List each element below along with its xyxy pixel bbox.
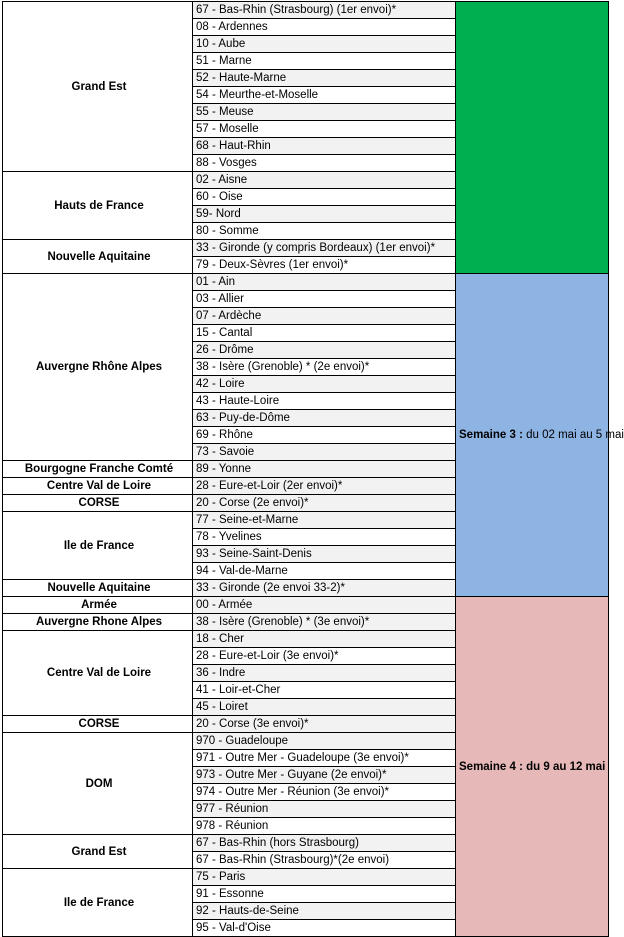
department-cell: 41 - Loir-et-Cher [193,682,456,699]
department-cell: 977 - Réunion [193,801,456,818]
department-cell: 68 - Haut-Rhin [193,138,456,155]
department-cell: 26 - Drôme [193,342,456,359]
department-cell: 69 - Rhône [193,427,456,444]
week-label-bold: Semaine 3 : [459,429,523,441]
region-name: Nouvelle Aquitaine [3,240,193,274]
department-cell: 45 - Loiret [193,699,456,716]
department-cell: 15 - Cantal [193,325,456,342]
department-cell: 91 - Essonne [193,886,456,903]
department-cell: 28 - Eure-et-Loir (3e envoi)* [193,648,456,665]
department-cell: 00 - Armée [193,597,456,614]
department-cell: 07 - Ardèche [193,308,456,325]
department-cell: 20 - Corse (3e envoi)* [193,716,456,733]
department-cell: 38 - Isère (Grenoble) * (3e envoi)* [193,614,456,631]
schedule-body [3,2,624,937]
department-cell: 54 - Meurthe-et-Moselle [193,87,456,104]
region-name: Armée [3,597,193,614]
department-cell: 80 - Somme [193,223,456,240]
department-cell: 77 - Seine-et-Marne [193,512,456,529]
department-cell: 03 - Allier [193,291,456,308]
department-cell: 75 - Paris [193,869,456,886]
department-cell: 18 - Cher [193,631,456,648]
department-cell: 28 - Eure-et-Loir (2er envoi)* [193,478,456,495]
department-cell: 89 - Yonne [193,461,456,478]
department-cell: 38 - Isère (Grenoble) * (2e envoi)* [193,359,456,376]
region-name: Centre Val de Loire [3,478,193,495]
department-cell: 33 - Gironde (y compris Bordeaux) (1er envoi)* [193,240,456,257]
department-cell: 970 - Guadeloupe [193,733,456,750]
department-cell: 52 - Haute-Marne [193,70,456,87]
department-cell: 10 - Aube [193,36,456,53]
department-cell: 59- Nord [193,206,456,223]
region-name: Nouvelle Aquitaine [3,580,193,597]
department-cell: 88 - Vosges [193,155,456,172]
week-label-dates: du 02 mai au 5 mai [522,429,624,441]
region-name: Auvergne Rhone Alpes [3,614,193,631]
department-cell: 55 - Meuse [193,104,456,121]
table-row [3,597,609,614]
region-name: Centre Val de Loire [3,631,193,716]
region-name: Grand Est [3,2,193,172]
department-cell: 78 - Yvelines [193,529,456,546]
week-label-bold: Semaine 4 : du 9 au 12 mai [459,760,606,773]
department-cell: 73 - Savoie [193,444,456,461]
region-name: Hauts de France [3,172,193,240]
department-cell: 94 - Val-de-Marne [193,563,456,580]
department-cell: 63 - Puy-de-Dôme [193,410,456,427]
region-name: Bourgogne Franche Comté [3,461,193,478]
department-cell: 01 - Ain [193,274,456,291]
department-cell: 978 - Réunion [193,818,456,835]
table-row [3,2,609,19]
department-cell: 95 - Val-d'Oise [193,920,456,937]
department-cell: 60 - Oise [193,189,456,206]
department-cell: 51 - Marne [193,53,456,70]
department-cell: 33 - Gironde (2e envoi 33-2)* [193,580,456,597]
department-cell: 93 - Seine-Saint-Denis [193,546,456,563]
department-cell: 67 - Bas-Rhin (Strasbourg)*(2e envoi) [193,852,456,869]
department-cell: 92 - Hauts-de-Seine [193,903,456,920]
department-cell: 67 - Bas-Rhin (hors Strasbourg) [193,835,456,852]
week-cell-week3 [456,274,624,597]
department-cell: 36 - Indre [193,665,456,682]
department-cell: 42 - Loire [193,376,456,393]
region-name: Auvergne Rhône Alpes [3,274,193,461]
region-name: Ile de France [3,512,193,580]
department-cell: 79 - Deux-Sèvres (1er envoi)* [193,257,456,274]
department-cell: 43 - Haute-Loire [193,393,456,410]
week-cell-week4 [456,597,609,937]
department-cell: 974 - Outre Mer - Réunion (3e envoi)* [193,784,456,801]
department-cell: 973 - Outre Mer - Guyane (2e envoi)* [193,767,456,784]
department-cell: 971 - Outre Mer - Guadeloupe (3e envoi)* [193,750,456,767]
department-cell: 08 - Ardennes [193,19,456,36]
week-cell-week2 [456,2,609,274]
table-row [3,274,609,291]
region-name: CORSE [3,495,193,512]
region-name: DOM [3,733,193,835]
department-cell: 67 - Bas-Rhin (Strasbourg) (1er envoi)* [193,2,456,19]
region-name: Grand Est [3,835,193,869]
department-cell: 02 - Aisne [193,172,456,189]
region-name: CORSE [3,716,193,733]
department-cell: 57 - Moselle [193,121,456,138]
region-name: Ile de France [3,869,193,937]
department-cell: 20 - Corse (2e envoi)* [193,495,456,512]
schedule-table [2,1,624,937]
